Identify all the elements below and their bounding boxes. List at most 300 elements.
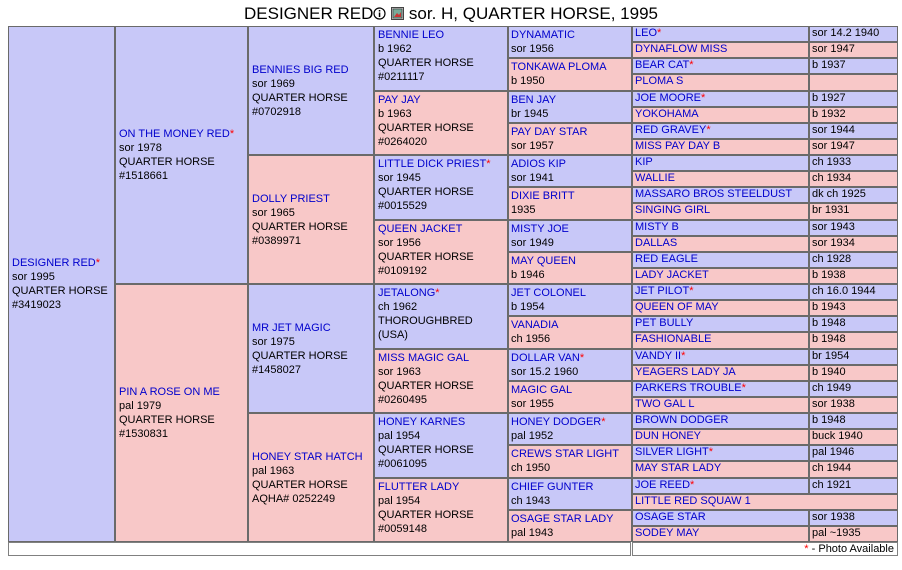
- horse-info-line: b 1938: [812, 268, 846, 281]
- photo-star-icon: *: [708, 446, 714, 459]
- horse-info-line: ch 1944: [812, 462, 852, 475]
- horse-info-line: br 1931: [812, 204, 850, 217]
- gen4-cell: [374, 284, 508, 349]
- gen5-cell: [508, 220, 632, 252]
- gen6-cell: [632, 236, 809, 252]
- horse-info-line: pal 1963: [252, 464, 295, 477]
- horse-name: MISTY B: [635, 220, 679, 233]
- gen6-cell: [632, 300, 809, 316]
- gen6-info-cell: [809, 123, 898, 139]
- gen3-cell: [248, 155, 374, 284]
- gen3-cell: [248, 413, 374, 542]
- horse-info-line: #0059148: [378, 522, 427, 535]
- horse-name: MISS PAY DAY B: [635, 139, 721, 152]
- horse-name: MAY STAR LADY: [635, 462, 722, 475]
- horse-name: DYNAMATIC: [511, 29, 575, 41]
- gen6-horse-link[interactable]: [635, 59, 806, 72]
- horse-info-line: #0211117: [378, 71, 425, 83]
- horse-info-line: #1518661: [119, 170, 168, 182]
- gen5-horse-link[interactable]: [511, 512, 629, 526]
- gen6-cell: [632, 332, 809, 348]
- horse-info-line: ch 1933: [812, 156, 852, 168]
- photo-star-icon: *: [601, 416, 606, 428]
- horse-info-line: THOROUGHBRED: [378, 315, 473, 327]
- gen6-info-cell: [809, 300, 898, 316]
- horse-info-line: sor 1943: [812, 220, 855, 233]
- gen6-horse-link[interactable]: [635, 237, 806, 250]
- gen6-horse-link[interactable]: [635, 204, 806, 217]
- gen6-horse-link[interactable]: [635, 398, 806, 411]
- gen6-info-cell: [809, 42, 898, 58]
- horse-info-line: QUARTER HORSE: [378, 379, 474, 392]
- horse-info-line: br 1945: [511, 107, 549, 120]
- horse-name: DALLAS: [635, 236, 678, 249]
- gen5-horse-link[interactable]: [511, 286, 629, 300]
- horse-name: TWO GAL L: [635, 397, 695, 410]
- horse-info-line: QUARTER HORSE: [378, 444, 474, 456]
- horse-name: MISTY JOE: [511, 222, 569, 235]
- horse-info-line: QUARTER HORSE: [119, 414, 215, 426]
- gen5-cell: [508, 445, 632, 477]
- horse-info-line: QUARTER HORSE: [378, 121, 474, 134]
- gen6-cell: [632, 171, 809, 187]
- horse-info-line: b 1946: [511, 268, 545, 281]
- horse-name: KIP: [635, 156, 653, 168]
- gen2-horse-link[interactable]: [119, 127, 244, 141]
- gen6-info-cell: [809, 252, 898, 268]
- horse-name: PIN A ROSE ON ME: [119, 386, 220, 398]
- photo-icon[interactable]: [391, 7, 404, 20]
- horse-info-line: pal 1946: [812, 446, 855, 459]
- gen6-info-cell: [809, 220, 898, 236]
- horse-info-line: b 1940: [812, 365, 846, 378]
- gen2-cell: [115, 26, 248, 284]
- gen5-cell: [508, 252, 632, 284]
- horse-info-line: b 1962: [378, 43, 412, 55]
- horse-name: LEO: [635, 27, 658, 39]
- gen6-cell: [632, 494, 898, 510]
- gen6-info-cell: [809, 91, 898, 107]
- gen4-cell: [374, 478, 508, 543]
- horse-info-line: QUARTER HORSE: [119, 156, 215, 168]
- horse-info-line: ch 1956: [511, 333, 551, 346]
- horse-name: JOE REED: [635, 478, 691, 491]
- horse-info-line: br 1954: [812, 349, 850, 362]
- gen6-info-cell: [809, 510, 898, 526]
- horse-info-line: QUARTER HORSE: [378, 57, 474, 69]
- gen6-horse-link[interactable]: [635, 462, 806, 475]
- horse-name: CREWS STAR LIGHT: [511, 448, 619, 461]
- gen4-horse-link[interactable]: [378, 222, 504, 236]
- horse-info-line: #0109192: [378, 264, 427, 277]
- horse-info-line: QUARTER HORSE: [252, 91, 348, 104]
- gen6-horse-link[interactable]: [635, 27, 806, 40]
- gen4-horse-link[interactable]: [378, 93, 504, 107]
- horse-info-line: ch 1928: [812, 252, 852, 265]
- horse-name: PLOMA S: [635, 75, 684, 88]
- gen1-cell: [8, 26, 115, 542]
- gen5-cell: [508, 91, 632, 123]
- gen6-horse-link[interactable]: [635, 269, 806, 282]
- gen5-horse-link[interactable]: [511, 254, 629, 268]
- gen6-info-cell: [809, 332, 898, 348]
- horse-name: MISS MAGIC GAL: [378, 351, 470, 364]
- horse-name: RED GRAVEY: [635, 123, 707, 136]
- gen5-horse-link[interactable]: [511, 125, 629, 139]
- gen6-cell: [632, 187, 809, 203]
- gen6-horse-link[interactable]: [635, 301, 806, 314]
- gen6-cell: [632, 220, 809, 236]
- gen6-horse-link[interactable]: [635, 495, 895, 508]
- horse-name: JET PILOT: [635, 285, 690, 297]
- gen5-cell: [508, 349, 632, 381]
- horse-info-line: pal 1979: [119, 400, 162, 412]
- gen6-info-cell: [809, 349, 898, 365]
- photo-star-icon: *: [681, 349, 686, 362]
- horse-info-line: pal 1954: [378, 494, 421, 507]
- horse-info-line: pal 1943: [511, 526, 554, 539]
- horse-info-line: sor 1975: [252, 335, 295, 348]
- horse-details-title: sor. H, QUARTER HORSE, 1995: [408, 4, 658, 23]
- gen6-info-cell: [809, 381, 898, 397]
- gen6-info-cell: [809, 107, 898, 123]
- horse-name: WALLIE: [635, 172, 675, 185]
- gen6-horse-link[interactable]: [635, 366, 806, 379]
- gen5-horse-link[interactable]: [511, 480, 629, 494]
- photo-star-icon: *: [486, 158, 491, 170]
- gen6-horse-link[interactable]: [635, 92, 806, 105]
- horse-info-line: ch 1962: [378, 301, 418, 313]
- gen5-horse-link[interactable]: [511, 28, 629, 42]
- horse-name: YEAGERS LADY JA: [635, 365, 736, 378]
- horse-name: MAY QUEEN: [511, 254, 576, 267]
- horse-name: MAGIC GAL: [511, 383, 573, 396]
- gen6-cell: [632, 91, 809, 107]
- horse-info-line: ch 1921: [812, 478, 852, 491]
- photo-star-icon: *: [706, 123, 711, 136]
- gen6-cell: [632, 526, 809, 542]
- horse-info-line: QUARTER HORSE: [378, 250, 474, 263]
- horse-name: LITTLE RED SQUAW 1: [635, 494, 751, 507]
- gen5-horse-link[interactable]: [511, 447, 629, 461]
- gen6-cell: [632, 42, 809, 58]
- gen6-cell: [632, 284, 809, 300]
- horse-name: MR JET MAGIC: [252, 321, 331, 334]
- horse-name: VANDY II: [635, 349, 682, 362]
- gen6-info-cell: [809, 171, 898, 187]
- horse-name: MASSARO BROS STEELDUST: [635, 188, 793, 201]
- gen6-info-cell: [809, 478, 898, 494]
- gen4-cell: [374, 91, 508, 156]
- horse-info-line: QUARTER HORSE: [378, 186, 474, 198]
- gen4-horse-link[interactable]: [378, 351, 504, 365]
- horse-name: PET BULLY: [635, 317, 694, 330]
- gen4-cell: [374, 413, 508, 478]
- gen5-horse-link[interactable]: [511, 351, 629, 365]
- gen6-info-cell: [809, 365, 898, 381]
- gen6-info-cell: [809, 284, 898, 300]
- horse-name: RED EAGLE: [635, 252, 698, 265]
- horse-name: PAY JAY: [378, 93, 421, 106]
- horse-name: BENNIE LEO: [378, 29, 445, 41]
- horse-info-line: pal ~1935: [812, 526, 861, 539]
- gen4-horse-link[interactable]: [378, 415, 504, 429]
- horse-info-line: ch 1950: [511, 462, 551, 475]
- gen6-cell: [632, 478, 809, 494]
- gen6-horse-link[interactable]: [635, 479, 806, 492]
- horse-name: FASHIONABLE: [635, 333, 712, 346]
- horse-info-line: sor 1956: [378, 236, 421, 249]
- gen6-cell: [632, 349, 809, 365]
- gen6-cell: [632, 139, 809, 155]
- gen6-horse-link[interactable]: [635, 140, 806, 153]
- horse-info-line: #0015529: [378, 200, 427, 212]
- horse-name: QUEEN JACKET: [378, 222, 463, 235]
- photo-star-icon: *: [579, 351, 585, 364]
- horse-name: DOLLY PRIEST: [252, 192, 330, 205]
- horse-info-line: #1530831: [119, 428, 168, 440]
- gen5-cell: [508, 58, 632, 90]
- gen5-cell: [508, 316, 632, 348]
- horse-info-line: (USA): [378, 329, 408, 341]
- gen5-cell: [508, 155, 632, 187]
- horse-info-line: buck 1940: [812, 430, 863, 443]
- photo-star-icon: *: [690, 478, 695, 491]
- gen6-cell: [632, 381, 809, 397]
- gen6-cell: [632, 429, 809, 445]
- photo-star-icon: *: [657, 27, 662, 39]
- horse-info-line: sor 1938: [812, 397, 855, 410]
- photo-star-icon: *: [741, 381, 746, 394]
- gen6-cell: [632, 397, 809, 413]
- gen4-horse-link[interactable]: [378, 157, 504, 171]
- gen6-cell: [632, 155, 809, 171]
- gen5-horse-link[interactable]: [511, 157, 629, 171]
- gen6-info-cell: [809, 139, 898, 155]
- gen6-horse-link[interactable]: [635, 108, 806, 121]
- horse-info-line: sor 1969: [252, 77, 295, 90]
- horse-info-line: sor 14.2 1940: [812, 27, 880, 39]
- horse-name: SINGING GIRL: [635, 204, 711, 217]
- horse-info-line: #1458027: [252, 363, 301, 376]
- horse-info-line: sor 1947: [812, 139, 855, 152]
- horse-name: CHIEF GUNTER: [511, 480, 594, 493]
- gen6-horse-link[interactable]: [635, 382, 806, 395]
- gen3-horse-link[interactable]: [252, 450, 370, 464]
- gen4-horse-link[interactable]: [378, 286, 504, 300]
- gen3-horse-link[interactable]: [252, 192, 370, 206]
- horse-name: HONEY STAR HATCH: [252, 450, 363, 463]
- gen2-horse-link[interactable]: [119, 385, 244, 399]
- horse-name: JETALONG: [378, 287, 436, 299]
- horse-name: SODEY MAY: [635, 526, 700, 539]
- gen6-horse-link[interactable]: [635, 317, 806, 330]
- pedigree-table: [8, 26, 898, 542]
- gen5-cell: [508, 284, 632, 316]
- gen6-horse-link[interactable]: [635, 124, 806, 137]
- gen5-cell: [508, 413, 632, 445]
- horse-name: PAY DAY STAR: [511, 125, 588, 138]
- page-title: [0, 4, 902, 24]
- gen6-cell: [632, 203, 809, 219]
- horse-info-line: #0061095: [378, 458, 427, 470]
- gen5-cell: [508, 510, 632, 542]
- gen6-horse-link[interactable]: [635, 333, 806, 346]
- horse-name: VANADIA: [511, 319, 559, 332]
- horse-info-line: pal 1952: [511, 430, 554, 442]
- horse-name: ADIOS KIP: [511, 158, 567, 170]
- gen6-info-cell: [809, 187, 898, 203]
- horse-info-line: sor 1944: [812, 123, 855, 136]
- gen6-info-cell: [809, 26, 898, 42]
- photo-star-icon: *: [689, 59, 694, 72]
- gen5-horse-link[interactable]: [511, 60, 629, 74]
- horse-name: DESIGNER RED: [12, 257, 96, 269]
- horse-info-line: sor 1947: [812, 43, 855, 56]
- gen6-info-cell: [809, 74, 898, 90]
- gen6-cell: [632, 26, 809, 42]
- photo-star-icon: *: [435, 287, 440, 299]
- gen6-horse-link[interactable]: [635, 172, 806, 185]
- horse-info-line: b 1963: [378, 107, 412, 120]
- horse-info-line: b 1943: [812, 301, 846, 314]
- gen6-cell: [632, 268, 809, 284]
- gen5-horse-link[interactable]: [511, 383, 629, 397]
- horse-info-line: dk ch 1925: [812, 188, 866, 201]
- gen4-horse-link[interactable]: [378, 28, 504, 42]
- horse-name: JOE MOORE: [635, 91, 702, 104]
- gen6-info-cell: [809, 445, 898, 461]
- gen5-cell: [508, 478, 632, 510]
- footer-blank: [8, 542, 631, 556]
- gen6-cell: [632, 510, 809, 526]
- horse-name: BEN JAY: [511, 93, 557, 106]
- horse-name-title: DESIGNER RED: [244, 4, 374, 23]
- gen6-cell: [632, 413, 809, 429]
- horse-info-line: sor 1941: [511, 172, 554, 184]
- horse-info-line: b 1948: [812, 414, 846, 426]
- horse-name: DYNAFLOW MISS: [635, 43, 728, 56]
- horse-name: LITTLE DICK PRIEST: [378, 158, 487, 170]
- info-circle-icon[interactable]: [373, 7, 386, 20]
- horse-info-line: QUARTER HORSE: [252, 349, 348, 362]
- gen5-horse-link[interactable]: [511, 415, 629, 429]
- gen6-horse-link[interactable]: [635, 446, 806, 459]
- gen4-cell: [374, 349, 508, 414]
- gen6-cell: [632, 461, 809, 477]
- gen6-horse-link[interactable]: [635, 188, 806, 201]
- horse-info-line: QUARTER HORSE: [12, 285, 108, 297]
- gen6-cell: [632, 316, 809, 332]
- horse-info-line: #0389971: [252, 234, 301, 247]
- horse-info-line: b 1937: [812, 59, 846, 72]
- horse-name: OSAGE STAR LADY: [511, 512, 614, 525]
- gen6-cell: [632, 252, 809, 268]
- gen6-info-cell: [809, 316, 898, 332]
- horse-info-line: b 1948: [812, 333, 846, 346]
- gen6-info-cell: [809, 429, 898, 445]
- horse-info-line: sor 1956: [511, 43, 554, 55]
- gen6-info-cell: [809, 203, 898, 219]
- horse-info-line: b 1927: [812, 91, 846, 104]
- horse-info-line: sor 1965: [252, 206, 295, 219]
- horse-info-line: sor 1955: [511, 397, 554, 410]
- gen6-cell: [632, 123, 809, 139]
- photo-legend: [632, 542, 898, 556]
- gen6-horse-link[interactable]: [635, 221, 806, 234]
- horse-info-line: sor 1945: [378, 172, 421, 184]
- gen3-horse-link[interactable]: [252, 321, 370, 335]
- horse-info-line: sor 1957: [511, 139, 554, 152]
- horse-name: HONEY KARNES: [378, 416, 466, 428]
- gen6-cell: [632, 58, 809, 74]
- gen3-cell: [248, 284, 374, 413]
- horse-name: BROWN DODGER: [635, 414, 729, 426]
- gen5-cell: [508, 26, 632, 58]
- horse-info-line: ch 1949: [812, 381, 852, 394]
- gen6-horse-link[interactable]: [635, 285, 806, 298]
- horse-info-line: sor 1963: [378, 365, 421, 378]
- horse-name: BEAR CAT: [635, 59, 690, 72]
- horse-info-line: 1935: [511, 204, 536, 217]
- horse-info-line: b 1950: [511, 75, 545, 88]
- horse-info-line: sor 1995: [12, 271, 55, 283]
- gen6-horse-link[interactable]: [635, 75, 806, 88]
- gen4-horse-link[interactable]: [378, 480, 504, 494]
- gen5-cell: [508, 187, 632, 219]
- horse-info-line: QUARTER HORSE: [252, 220, 348, 233]
- gen3-horse-link[interactable]: [252, 63, 370, 77]
- gen6-horse-link[interactable]: [635, 156, 806, 169]
- gen6-cell: [632, 74, 809, 90]
- gen5-horse-link[interactable]: [511, 318, 629, 332]
- gen6-horse-link[interactable]: [635, 414, 806, 427]
- photo-legend-text: - Photo Available: [808, 543, 894, 555]
- gen6-cell: [632, 365, 809, 381]
- gen6-horse-link[interactable]: [635, 430, 806, 443]
- horse-info-line: sor 1934: [812, 236, 855, 249]
- horse-name: HONEY DODGER: [511, 416, 602, 428]
- gen5-horse-link[interactable]: [511, 189, 629, 203]
- gen5-horse-link[interactable]: [511, 93, 629, 107]
- gen6-info-cell: [809, 58, 898, 74]
- gen2-cell: [115, 284, 248, 542]
- gen6-horse-link[interactable]: [635, 527, 806, 540]
- horse-name: DIXIE BRITT: [511, 190, 575, 203]
- gen6-horse-link[interactable]: [635, 350, 806, 363]
- horse-name: SILVER LIGHT: [635, 446, 709, 459]
- gen6-horse-link[interactable]: [635, 253, 806, 266]
- gen6-info-cell: [809, 155, 898, 171]
- horse-name: YOKOHAMA: [635, 107, 699, 120]
- horse-info-line: sor 1938: [812, 510, 855, 523]
- horse-info-line: #0702918: [252, 105, 301, 118]
- gen6-horse-link[interactable]: [635, 511, 806, 524]
- gen1-horse-link[interactable]: [12, 256, 111, 270]
- horse-name: DOLLAR VAN: [511, 351, 580, 364]
- horse-info-line: sor 1978: [119, 142, 162, 154]
- gen4-cell: [374, 26, 508, 91]
- gen6-info-cell: [809, 526, 898, 542]
- gen6-horse-link[interactable]: [635, 43, 806, 56]
- gen5-horse-link[interactable]: [511, 222, 629, 236]
- horse-name: JET COLONEL: [511, 287, 586, 299]
- horse-name: OSAGE STAR: [635, 510, 706, 523]
- gen6-info-cell: [809, 236, 898, 252]
- photo-star-icon: *: [95, 257, 101, 269]
- gen6-info-cell: [809, 397, 898, 413]
- gen6-info-cell: [809, 268, 898, 284]
